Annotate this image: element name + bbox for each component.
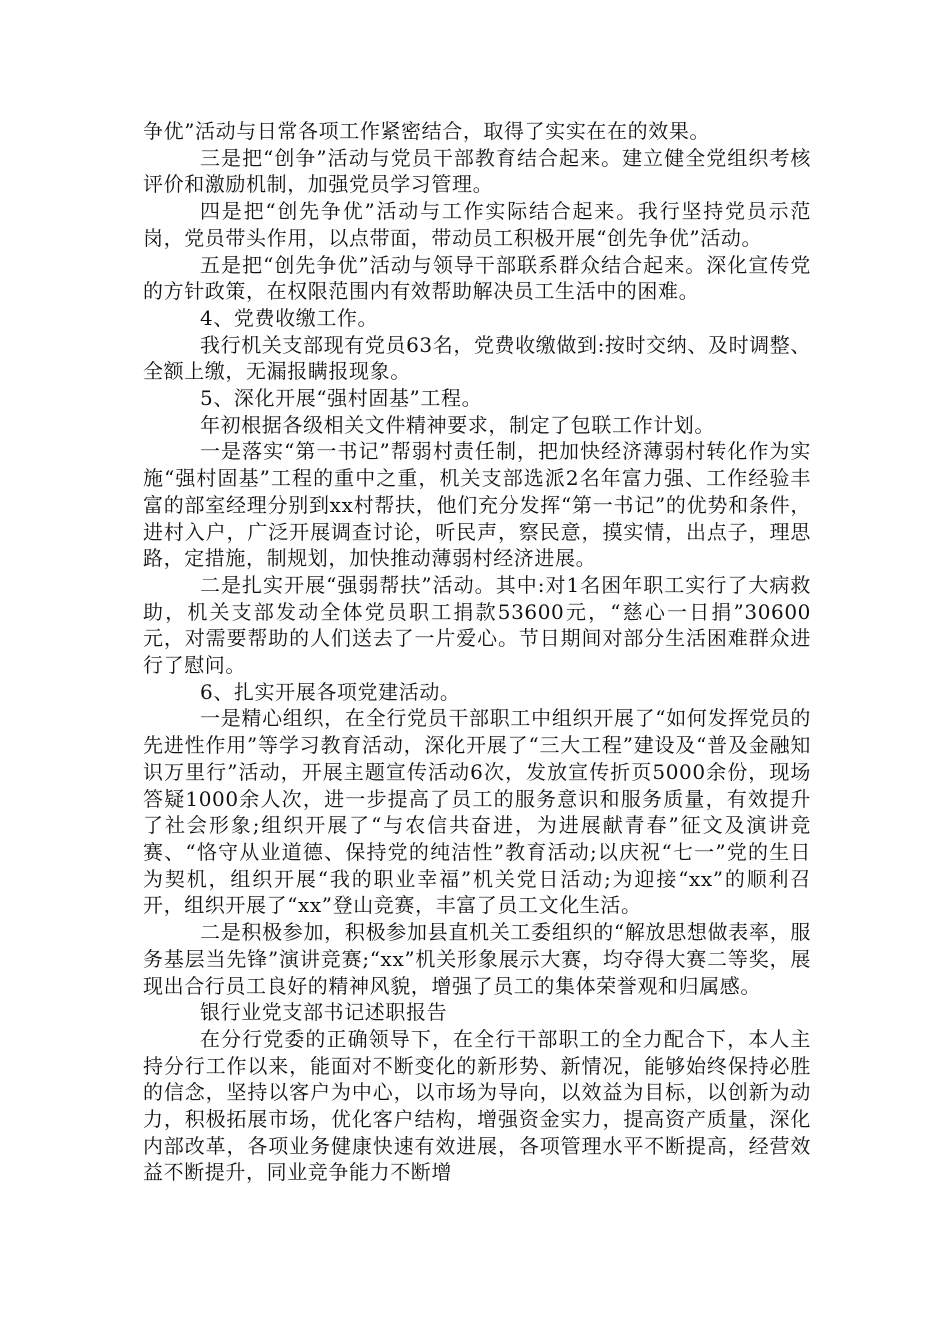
paragraph: 二是扎实开展“强弱帮扶”活动。其中:对1名困年职工实行了大病救助，机关支部发动全体党员职工捐款53600元，“慈心一日捐”30600元，对需要帮助的人们送去了一片爱心。节日期间对部分生活困难群众进行了慰问。 xyxy=(143,572,811,678)
document-subtitle: 银行业党支部书记述职报告 xyxy=(200,1000,448,1025)
section-heading: 6、扎实开展各项党建活动。 xyxy=(200,679,461,704)
paragraph: 年初根据各级相关文件精神要求，制定了包联工作计划。 xyxy=(200,412,715,437)
paragraph: 一是落实“第一书记”帮弱村责任制，把加快经济薄弱村转化作为实施“强村固基”工程的重中之重，机关支部选派2名年富力强、工作经验丰富的部室经理分别到xx村帮扶，他们充分发挥“第一书记”的优势和条件，进村入户，广泛开展调查讨论，听民声，察民意，摸实情，出点子，理思路，定措施，制规划，加快推动薄弱村经济进展。 xyxy=(143,439,811,571)
paragraph: 一是精心组织，在全行党员干部职工中组织开展了“如何发挥党员的先进性作用”等学习教育活动，深化开展了“三大工程”建设及“普及金融知识万里行”活动，开展主题宣传活动6次，发放宣传折页5000余份，现场答疑1000余人次，进一步提高了员工的服务意识和服务质量，有效提升了社会形象;组织开展了“与农信共奋进，为进展献青春”征文及演讲竞赛、“恪守从业道德、保持党的纯洁性”教育活动;以庆祝“七一”党的生日为契机，组织开展“我的职业幸福”机关党日活动;为迎接“xx”的顺利召开，组织开展了“xx”登山竞赛，丰富了员工文化生活。 xyxy=(143,706,811,918)
paragraph: 五是把“创先争优”活动与领导干部联系群众结合起来。深化宣传党的方针政策，在权限范围内有效帮助解决员工生活中的困难。 xyxy=(143,252,811,304)
paragraph: 争优”活动与日常各项工作紧密结合，取得了实实在在的效果。 xyxy=(143,119,711,143)
paragraph: 在分行党委的正确领导下，在全行干部职工的全力配合下，本人主持分行工作以来，能面对不断变化的新形势、新情况，能够始终保持必胜的信念，坚持以客户为中心，以市场为导向，以效益为目标，以创新为动力，积极拓展市场，优化客户结构，增强资金实力，提高资产质量，深化内部改革，各项业务健康快速有效进展，各项管理水平不断提高，经营效益不断提升，同业竞争能力不断增 xyxy=(143,1026,811,1185)
paragraph: 二是积极参加，积极参加县直机关工委组织的“解放思想做表率，服务基层当先锋”演讲竞赛;“xx”机关形象展示大赛，均夺得大赛二等奖，展现出合行员工良好的精神风貌，增强了员工的集体荣誉观和归属感。 xyxy=(143,920,811,998)
paragraph: 我行机关支部现有党员63名，党费收缴做到:按时交纳、及时调整、全额上缴，无漏报瞒报现象。 xyxy=(143,332,811,384)
section-heading: 5、深化开展“强村固基”工程。 xyxy=(200,386,483,411)
document-body xyxy=(143,118,811,1186)
section-heading: 4、党费收缴工作。 xyxy=(200,305,379,330)
paragraph: 三是把“创争”活动与党员干部教育结合起来。建立健全党组织考核评价和激励机制，加强党员学习管理。 xyxy=(143,145,811,197)
paragraph: 四是把“创先争优”活动与工作实际结合起来。我行坚持党员示范岗，党员带头作用，以点带面，带动员工积极开展“创先争优”活动。 xyxy=(143,199,811,250)
